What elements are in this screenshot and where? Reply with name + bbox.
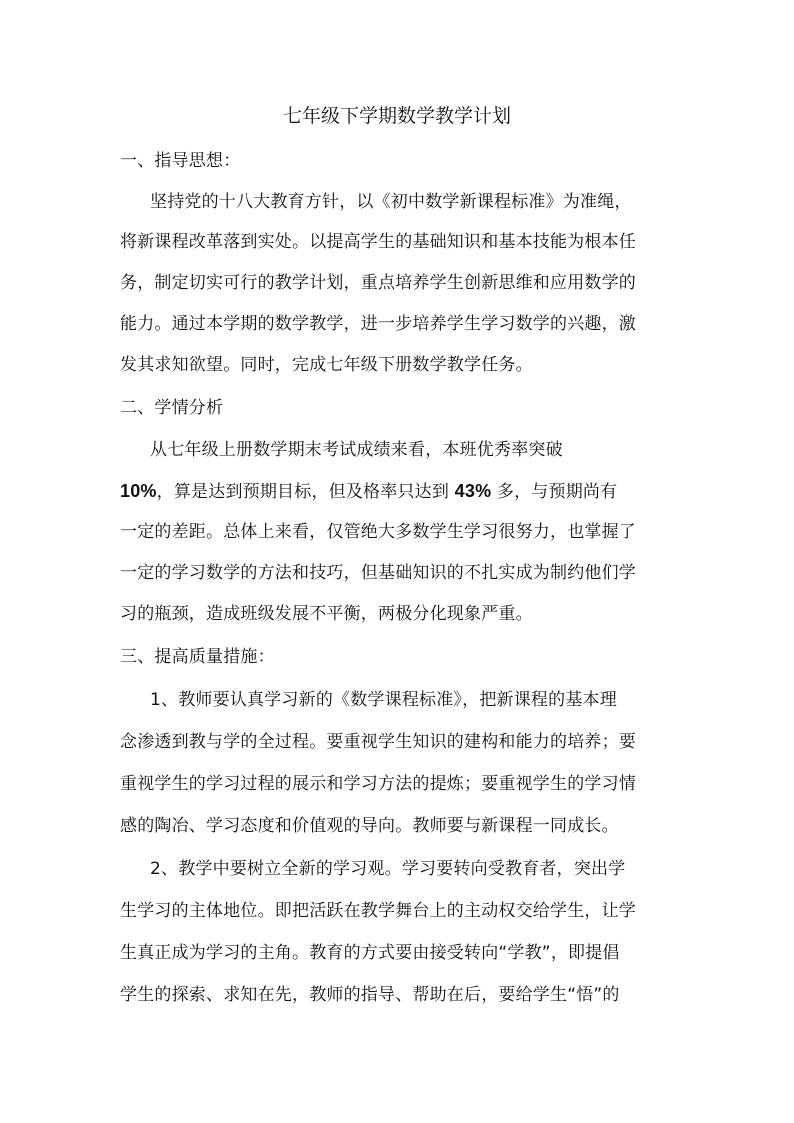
- paragraph-line: 重视学生的学习过程的展示和学习方法的提炼；要重视学生的学习情: [120, 774, 636, 794]
- paragraph-line: 一定的学习数学的方法和技巧，但基础知识的不扎实成为制约他们学: [120, 563, 636, 583]
- page-title: 七年级下学期数学教学计划: [282, 105, 511, 127]
- paragraph-line: 1、教师要认真学习新的《数学课程标准》，把新课程的基本理: [150, 690, 617, 710]
- paragraph-line: 学生的探索、求知在先，教师的指导、帮助在后，要给学生“悟”的: [120, 985, 620, 1005]
- paragraph-line: 发其求知欲望。同时，完成七年级下册数学教学任务。: [120, 355, 533, 375]
- paragraph-line: 能力。通过本学期的数学教学，进一步培养学生学习数学的兴趣，激: [120, 314, 636, 334]
- stat-text: 多，与预期尚有: [496, 482, 618, 502]
- stat-line: [120, 480, 617, 503]
- paragraph-line: 念渗透到教与学的全过程。要重视学生知识的建构和能力的培养；要: [120, 732, 636, 752]
- section-heading: 二、学情分析: [120, 398, 224, 418]
- stat-text: ，算是达到预期目标，但及格率只达到: [156, 482, 450, 502]
- pass-rate: 43%: [454, 481, 492, 501]
- paragraph-line: 一定的差距。总体上来看，仅管绝大多数学生学习很努力，也掌握了: [120, 522, 636, 542]
- paragraph-line: 坚持党的十八大教育方针，以《初中数学新课程标准》为准绳，: [150, 192, 632, 212]
- paragraph-line: 感的陶冶、学习态度和价值观的导向。教师要与新课程一同成长。: [120, 816, 619, 836]
- paragraph-line: 习的瓶颈，造成班级发展不平衡，两极分化现象严重。: [120, 604, 533, 624]
- section-heading: 三、提高质量措施：: [120, 647, 275, 667]
- paragraph-line: 将新课程改革落到实处。以提高学生的基础知识和基本技能为根本任: [120, 232, 636, 252]
- excellent-rate: 10%: [120, 481, 157, 501]
- paragraph-line: 生真正成为学习的主角。教育的方式要由接受转向“学教”，即提倡: [120, 943, 620, 963]
- paragraph-line: 生学习的主体地位。即把活跃在教学舞台上的主动权交给学生，让学: [120, 901, 636, 921]
- paragraph-line: 从七年级上册数学期末考试成绩来看，本班优秀率突破: [150, 440, 563, 460]
- paragraph-line: 务，制定切实可行的教学计划，重点培养学生创新思维和应用数学的: [120, 273, 636, 293]
- section-heading: 一、指导思想：: [120, 151, 241, 171]
- paragraph-line: 2、教学中要树立全新的学习观。学习要转向受教育者，突出学: [150, 859, 626, 879]
